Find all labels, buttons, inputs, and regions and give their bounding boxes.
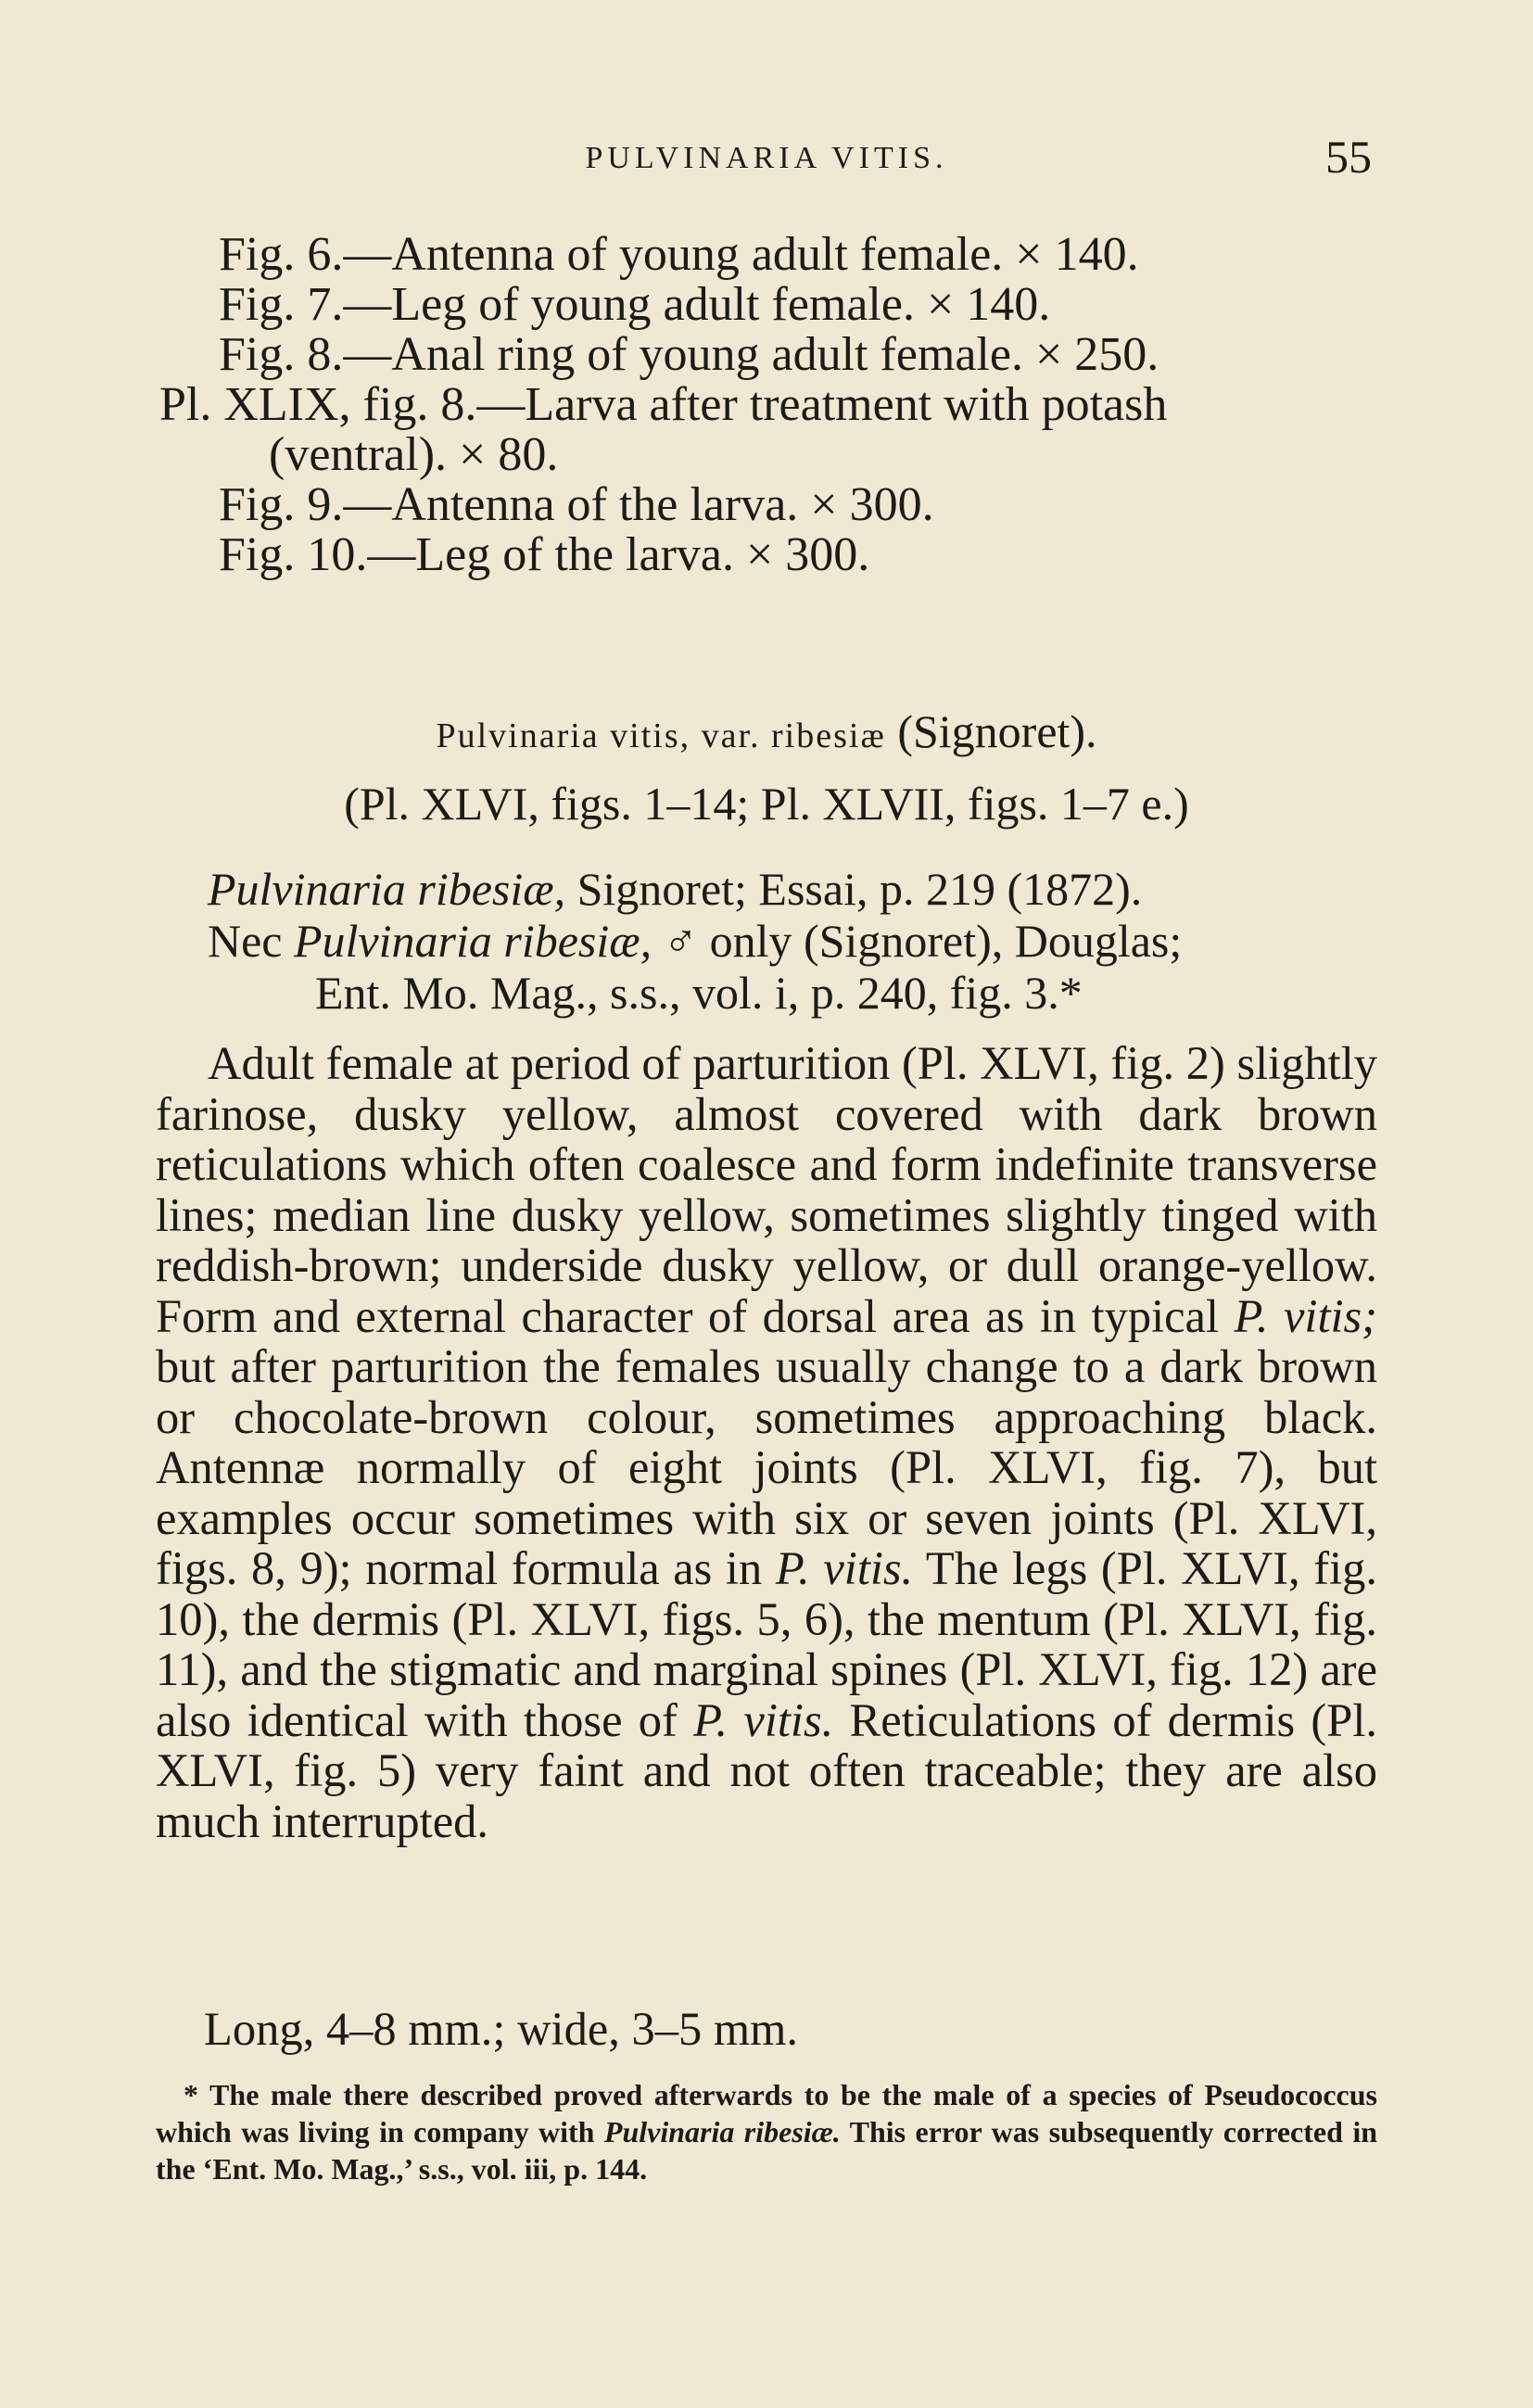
synonymy-line-3: Ent. Mo. Mag., s.s., vol. i, p. 240, fig. 3.*	[315, 967, 1083, 1019]
synonymy-citation: Signoret; Essai, p. 219 (1872).	[565, 863, 1143, 915]
synonymy-prefix: Nec	[208, 915, 294, 967]
page-number: 55	[1325, 131, 1372, 183]
synonymy-taxon: Pulvinaria ribesiæ,	[294, 915, 652, 967]
synonymy-line-2	[208, 914, 1182, 968]
synonymy-citation: ♂ only (Signoret), Douglas;	[652, 915, 1183, 967]
description-text: Adult female at period of parturition (Pl. XLVI, fig. 2) slightly farinose, dusky yellow, almost covered with dark brown reticulations which often coalesce and form indefinite transverse lines; median line dusky yellow, sometimes slightly tinged with reddish-brown; underside dusky yellow, or dull orange-yellow. Form and external character of dorsal area as in typical	[156, 1037, 1377, 1342]
running-head-title: PULVINARIA VITIS.	[585, 141, 948, 175]
description-paragraph	[156, 1038, 1377, 1846]
section-plate-reference: (Pl. XLVI, figs. 1–14; Pl. XLVII, figs. 1–7 e.)	[344, 778, 1189, 830]
footnote-text: * The male there described proved afterwards to be the male of a species of Pseudococcus which was living in company with	[156, 2078, 1377, 2148]
description-taxon: P. vitis;	[1234, 1289, 1377, 1342]
figure-list-item: Fig. 6.—Antenna of young adult female. × 140.	[219, 228, 1139, 281]
description-text: Reticulations of dermis (Pl. XLVI, fig. 5) very faint and not often traceable; they are also much interrupted.	[156, 1693, 1377, 1847]
section-title	[0, 704, 1533, 758]
footnote	[156, 2076, 1377, 2187]
description-taxon: P. vitis.	[775, 1542, 914, 1594]
figure-list-item: (ventral). × 80.	[269, 428, 559, 481]
section-title-author: (Signoret).	[885, 705, 1097, 757]
footnote-taxon: Pulvinaria ribesiæ.	[603, 2115, 841, 2148]
description-taxon: P. vitis.	[693, 1693, 834, 1746]
figure-list-item: Fig. 8.—Anal ring of young adult female. × 250.	[219, 328, 1159, 381]
figure-list-item: Fig. 7.—Leg of young adult female. × 140.	[219, 278, 1051, 331]
figure-list-item: Pl. XLIX, fig. 8.—Larva after treatment with potash	[159, 378, 1168, 431]
section-title-species: Pulvinaria vitis, var. ribesiæ	[436, 716, 886, 755]
synonymy-taxon: Pulvinaria ribesiæ,	[208, 863, 566, 915]
synonymy-line-1	[208, 862, 1142, 916]
figure-list-item: Fig. 9.—Antenna of the larva. × 300.	[219, 478, 934, 531]
measurements: Long, 4–8 mm.; wide, 3–5 mm.	[204, 2003, 799, 2055]
description-text: but after parturition the females usually change to a dark brown or chocolate-brown colour, sometimes approaching black. Antennæ normally of eight joints (Pl. XLVI, fig. 7), but examples occur sometimes with six or seven joints (Pl. XLVI, figs. 8, 9); normal formula as in	[156, 1340, 1377, 1594]
figure-list-item: Fig. 10.—Leg of the larva. × 300.	[219, 528, 870, 581]
footnote-text: This error was subsequently corrected in the ‘Ent. Mo. Mag.,’ s.s., vol. iii, p. 144.	[156, 2115, 1378, 2186]
description-text: The legs (Pl. XLVI, fig. 10), the dermis (Pl. XLVI, figs. 5, 6), the mentum (Pl. XLVI, fig. 11), and the stigmatic and marginal spines (Pl. XLVI, fig. 12) are also identical with those of	[156, 1542, 1377, 1746]
